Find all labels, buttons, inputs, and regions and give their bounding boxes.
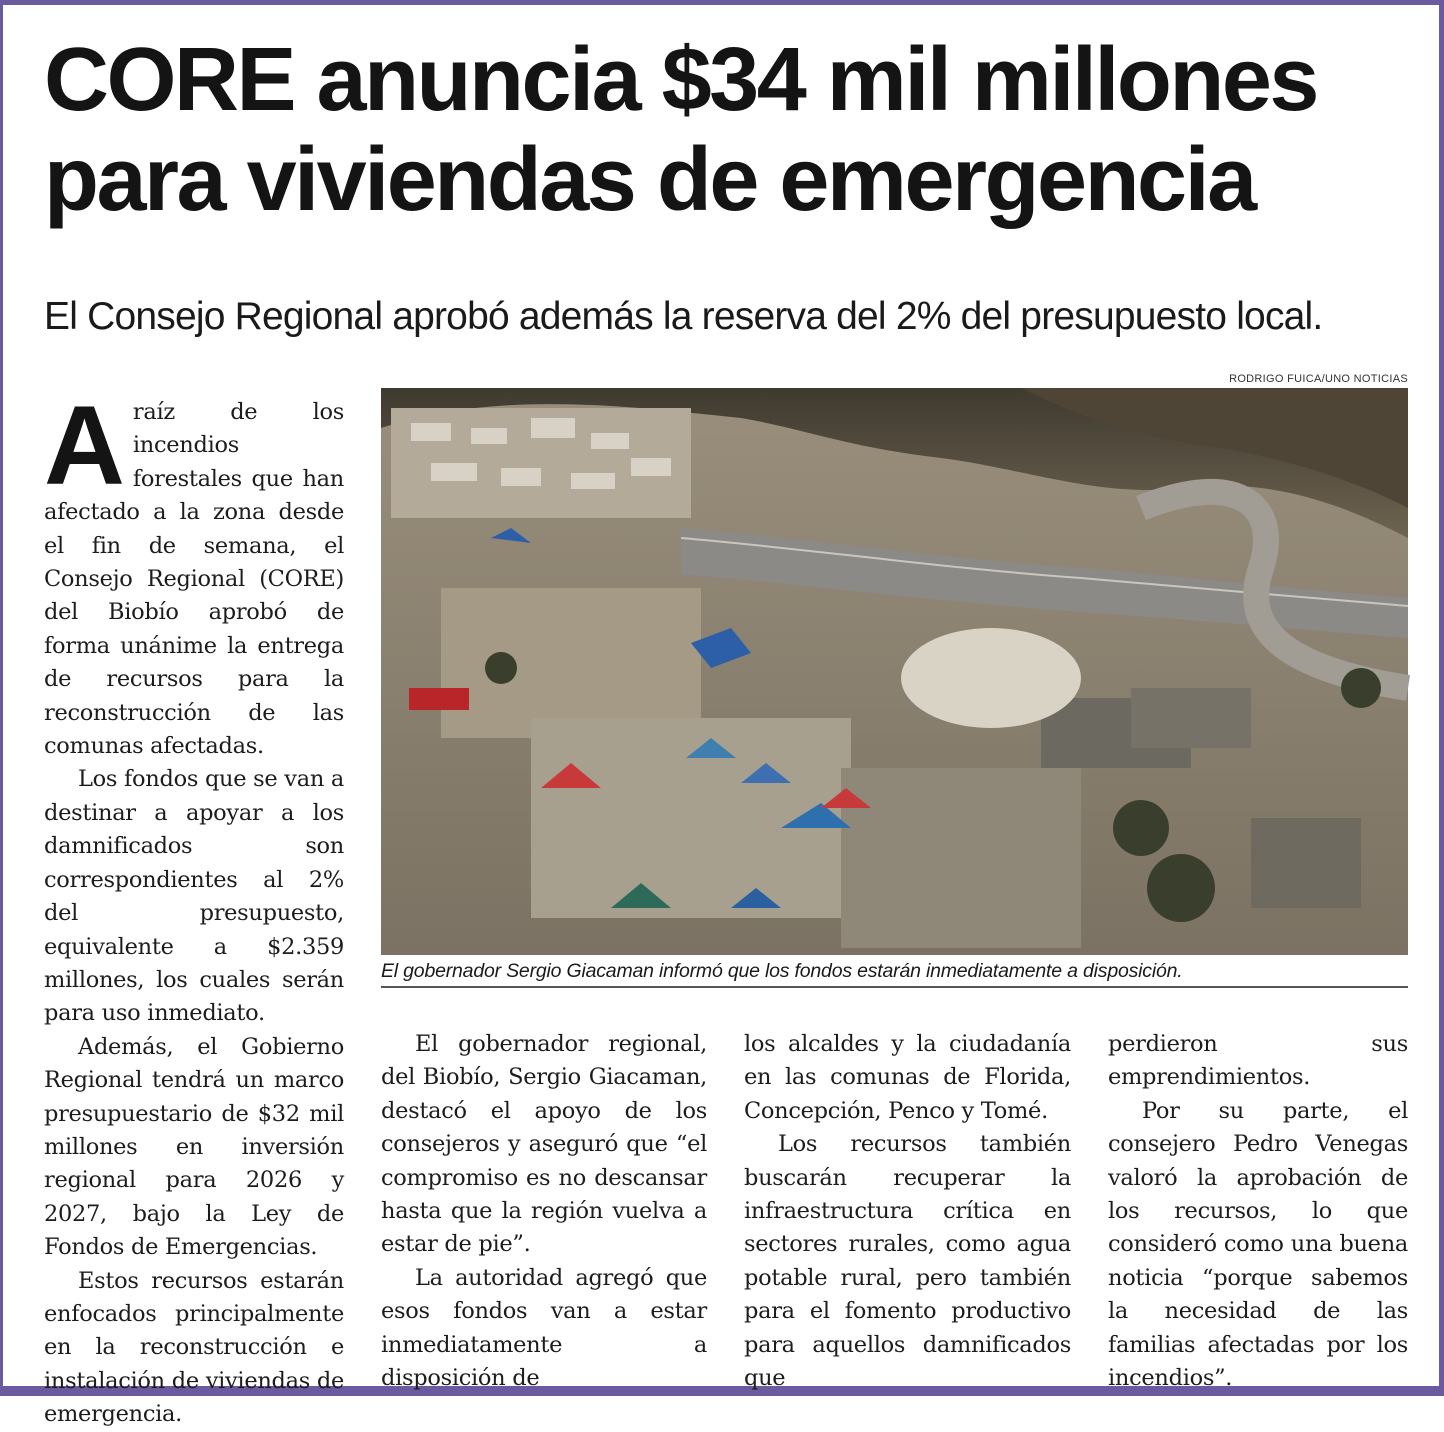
drop-cap: A	[44, 383, 123, 508]
paragraph: perdieron sus emprendimientos.	[1108, 1031, 1408, 1091]
headline-line-1: CORE anuncia $34 mil millones	[44, 30, 1317, 130]
photo-caption: El gobernador Sergio Giacaman informó que los fondos estarán inmediatamente a disposición.	[381, 960, 1183, 982]
column-3	[744, 1028, 1071, 1395]
column-4	[1108, 1028, 1408, 1395]
paragraph	[44, 383, 344, 763]
headline	[44, 30, 1424, 230]
paragraph: Además, el Gobierno Regional tendrá un marco presupuestario de $32 mil millones en inversión regional para 2026 y 2027, bajo la Ley de Fondos de Emergencias.	[44, 1033, 344, 1261]
paragraph: Por su parte, el consejero Pedro Venegas valoró la aprobación de los recursos, lo que consideró como una buena noticia “porque sabemos la necesidad de las familias afectadas por los incendios”.	[1108, 1097, 1408, 1392]
paragraph: El gobernador regional, del Biobío, Sergio Giacaman, destacó el apoyo de los consejeros y aseguró que “el compromiso es no descansar hasta que la región vuelva a estar de pie”.	[381, 1031, 707, 1258]
paragraph-text: raíz de los incendios forestales que han afectado a la zona desde el fin de semana, el Consejo Regional (CORE) del Biobío aprobó de forma unánime la entrega de recursos para la reconstrucción de las comunas afectadas.	[44, 399, 344, 760]
paragraph: Los fondos que se van a destinar a apoyar a los damnificados son correspondientes al 2% del presupuesto, equivalente a $2.359 millones, los cuales serán para uso inmediato.	[44, 766, 344, 1027]
paragraph: Estos recursos estarán enfocados principalmente en la reconstrucción e instalación de viviendas de emergencia.	[44, 1267, 344, 1428]
burned-area-illustration	[381, 388, 1408, 955]
paragraph: Los recursos también buscarán recuperar la infraestructura crítica en sectores rurales, como agua potable rural, pero también para el fomento productivo para aquellos damnificados que	[744, 1131, 1071, 1392]
subheadline: El Consejo Regional aprobó además la reserva del 2% del presupuesto local.	[44, 295, 1323, 338]
column-2	[381, 1028, 707, 1395]
headline-line-2: para viviendas de emergencia	[44, 130, 1255, 230]
column-1	[44, 383, 344, 1432]
caption-divider	[381, 986, 1408, 988]
photo-credit: RODRIGO FUICA/UNO NOTICIAS	[1229, 373, 1408, 385]
paragraph: La autoridad agregó que esos fondos van a estar inmediatamente a disposición de	[381, 1264, 707, 1392]
aerial-photo	[381, 388, 1408, 955]
paragraph: los alcaldes y la ciudadanía en las comunas de Florida, Concepción, Penco y Tomé.	[744, 1031, 1071, 1124]
